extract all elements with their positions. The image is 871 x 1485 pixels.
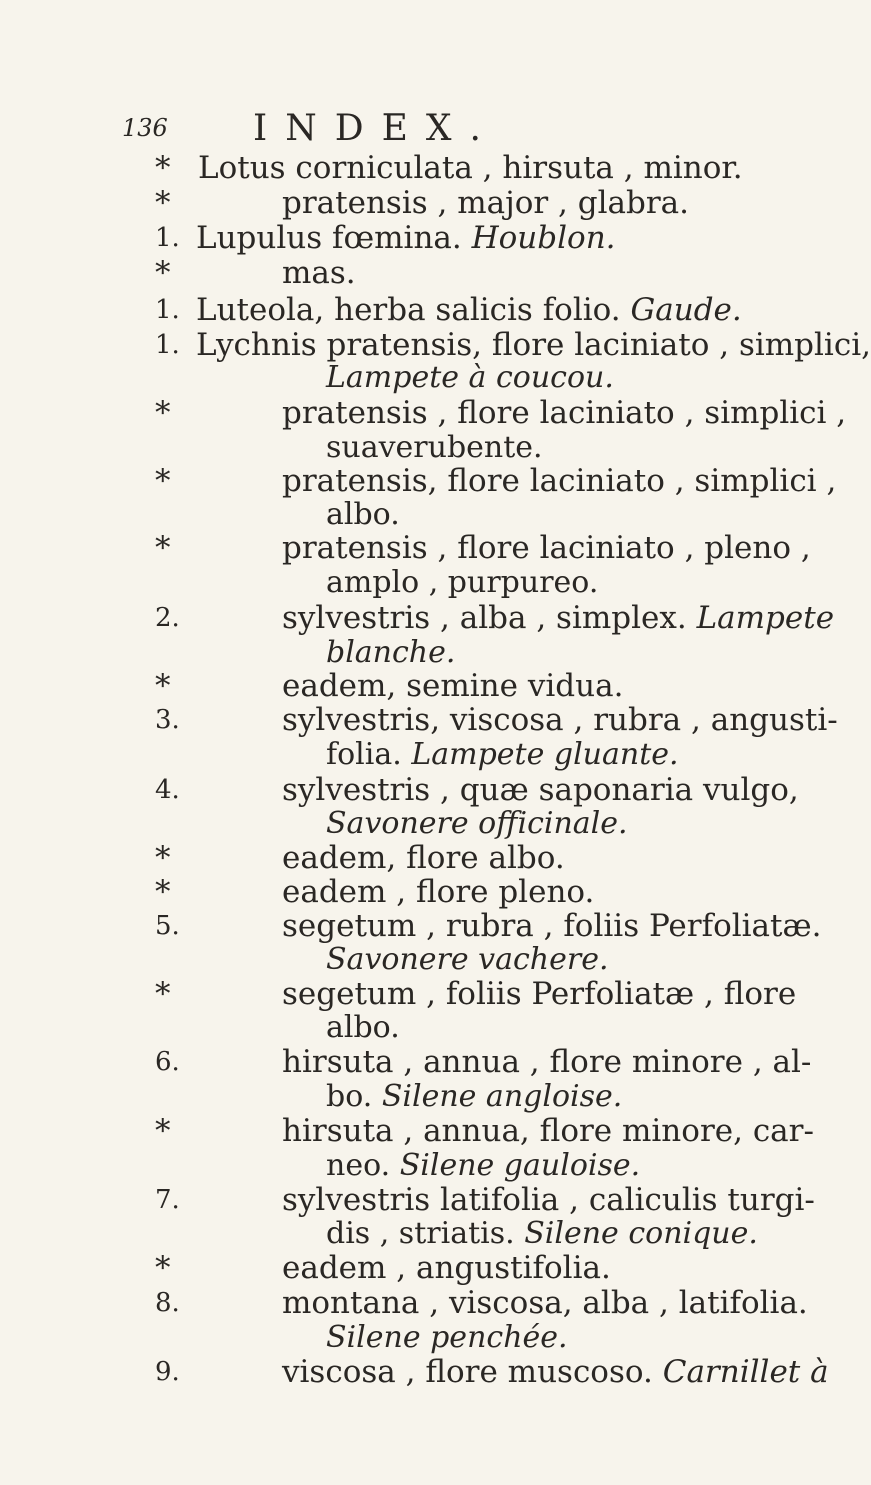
entry-text: [326, 1010, 400, 1046]
latin-name: mas.: [282, 255, 356, 291]
latin-name: viscosa , flore muscoso.: [282, 1354, 653, 1390]
latin-name: bo.: [326, 1079, 373, 1114]
index-line: [0, 292, 800, 328]
index-line: [0, 1320, 800, 1356]
latin-name: montana , viscosa, alba , latifolia.: [282, 1285, 808, 1321]
asterisk-marker: *: [155, 150, 171, 186]
french-name: Carnillet à: [662, 1354, 829, 1390]
latin-name: hirsuta , annua , flore minore , al-: [282, 1044, 812, 1080]
page-header: [0, 108, 800, 148]
entry-text: [282, 185, 689, 221]
latin-name: Lychnis pratensis, flore laciniato , simplici,: [196, 327, 871, 363]
latin-name: folia.: [326, 737, 402, 772]
latin-name: sylvestris , quæ saponaria vulgo,: [282, 772, 799, 808]
entry-text: [282, 1285, 808, 1321]
index-line: [0, 635, 800, 671]
latin-name: amplo , purpureo.: [326, 565, 599, 600]
entry-number: 3.: [155, 705, 180, 735]
index-line: [0, 840, 800, 876]
asterisk-marker: *: [155, 530, 171, 566]
entry-text: [282, 600, 834, 636]
latin-name: Luteola, herba salicis folio.: [196, 292, 621, 328]
entry-text: [198, 150, 743, 186]
entry-number: 5.: [155, 911, 180, 941]
asterisk-marker: *: [155, 1113, 171, 1149]
latin-name: Lotus corniculata , hirsuta , minor.: [198, 150, 743, 186]
latin-name: eadem , angustifolia.: [282, 1250, 611, 1286]
entry-text: [326, 1320, 568, 1356]
latin-name: suaverubente.: [326, 430, 543, 465]
index-line: [0, 565, 800, 601]
entry-number: 4.: [155, 775, 180, 805]
page-number: 136: [122, 114, 168, 142]
entry-text: [282, 702, 838, 738]
latin-name: segetum , rubra , foliis Perfoliatæ.: [282, 908, 822, 944]
entry-text: [326, 565, 598, 601]
index-line: [0, 772, 800, 808]
french-name: Houblon.: [471, 220, 616, 256]
latin-name: albo.: [326, 1010, 400, 1045]
french-name: Savonere officinale.: [326, 806, 628, 841]
french-name: Silene penchée.: [326, 1320, 568, 1355]
entry-number: 1.: [155, 223, 180, 253]
entry-number: 1.: [155, 295, 180, 325]
entry-text: [326, 1148, 640, 1184]
asterisk-marker: *: [155, 840, 171, 876]
asterisk-marker: *: [155, 463, 171, 499]
entry-number: 9.: [155, 1357, 180, 1387]
latin-name: eadem , flore pleno.: [282, 874, 595, 910]
latin-name: pratensis , major , glabra.: [282, 185, 689, 221]
index-line: [0, 1182, 815, 1218]
asterisk-marker: *: [155, 395, 171, 431]
index-line: [0, 1010, 800, 1046]
entry-text: [282, 1182, 815, 1218]
asterisk-marker: *: [155, 185, 171, 221]
index-line: [0, 806, 800, 842]
french-name: Silene gauloise.: [399, 1148, 641, 1183]
french-name: Gaude.: [630, 292, 742, 328]
index-line: [0, 530, 811, 566]
latin-name: sylvestris, viscosa , rubra , angusti-: [282, 702, 838, 738]
entry-text: [282, 395, 846, 431]
index-line: [0, 185, 800, 221]
entry-text: [282, 1044, 811, 1080]
entry-text: [282, 976, 796, 1012]
latin-name: dis , striatis.: [326, 1216, 515, 1251]
entry-number: 6.: [155, 1047, 180, 1077]
index-line: [0, 430, 800, 466]
index-line: [0, 463, 837, 499]
index-line: [0, 942, 800, 978]
entry-text: [282, 255, 356, 291]
latin-name: eadem, flore albo.: [282, 840, 565, 876]
index-line: [0, 497, 800, 533]
entry-text: [326, 737, 679, 773]
entry-text: [326, 360, 614, 396]
index-line: [0, 1250, 800, 1286]
french-name: blanche.: [326, 635, 456, 670]
asterisk-marker: *: [155, 255, 171, 291]
latin-name: Lupulus fœmina.: [196, 220, 462, 256]
latin-name: hirsuta , annua, flore minore, car-: [282, 1113, 814, 1149]
french-name: Lampete: [696, 600, 835, 636]
entry-text: [326, 1216, 758, 1252]
entry-text: [282, 840, 565, 876]
asterisk-marker: *: [155, 668, 171, 704]
index-line: [0, 908, 822, 944]
asterisk-marker: *: [155, 1250, 171, 1286]
index-line: [0, 1113, 814, 1149]
latin-name: pratensis , flore laciniato , simplici ,: [282, 395, 847, 431]
index-line: [0, 702, 838, 738]
index-line: [0, 737, 800, 773]
index-line: [0, 600, 835, 636]
index-line: [0, 1285, 808, 1321]
index-line: [0, 150, 800, 186]
index-line: [0, 327, 871, 363]
entry-text: [196, 292, 742, 328]
entry-text: [282, 1354, 829, 1390]
entry-number: 8.: [155, 1288, 180, 1318]
latin-name: sylvestris , alba , simplex.: [282, 600, 687, 636]
latin-name: neo.: [326, 1148, 391, 1183]
index-line: [0, 1044, 812, 1080]
index-line: [0, 874, 800, 910]
entry-text: [196, 220, 616, 256]
latin-name: eadem, semine vidua.: [282, 668, 624, 704]
index-line: [0, 1148, 800, 1184]
entry-text: [282, 463, 836, 499]
french-name: Lampete gluante.: [411, 737, 679, 772]
entry-text: [326, 635, 455, 671]
index-line: [0, 360, 800, 396]
latin-name: pratensis , flore laciniato , pleno ,: [282, 530, 811, 566]
entry-text: [326, 1079, 622, 1115]
index-line: [0, 1216, 800, 1252]
asterisk-marker: *: [155, 874, 171, 910]
entry-text: [282, 908, 822, 944]
entry-text: [326, 430, 543, 466]
entry-number: 1.: [155, 330, 180, 360]
french-name: Savonere vachere.: [326, 942, 609, 977]
french-name: Silene conique.: [524, 1216, 758, 1251]
index-line: [0, 976, 800, 1012]
entry-text: [196, 327, 871, 363]
entry-text: [282, 772, 799, 808]
entry-text: [326, 942, 609, 978]
latin-name: segetum , foliis Perfoliatæ , flore: [282, 976, 797, 1012]
index-line: [0, 1354, 829, 1390]
asterisk-marker: *: [155, 976, 171, 1012]
entry-text: [282, 1113, 814, 1149]
french-name: Silene angloise.: [381, 1079, 623, 1114]
entry-text: [326, 806, 628, 842]
latin-name: albo.: [326, 497, 400, 532]
entry-text: [326, 497, 400, 533]
latin-name: sylvestris latifolia , caliculis turgi-: [282, 1182, 815, 1218]
index-line: [0, 255, 800, 291]
latin-name: pratensis, flore laciniato , simplici ,: [282, 463, 837, 499]
index-line: [0, 668, 800, 704]
french-name: Lampete à coucou.: [326, 360, 614, 395]
entry-number: 2.: [155, 603, 180, 633]
entry-text: [282, 668, 623, 704]
index-line: [0, 220, 800, 256]
entry-text: [282, 1250, 611, 1286]
entry-text: [282, 530, 811, 566]
running-title: INDEX.: [253, 108, 499, 149]
entry-number: 7.: [155, 1185, 180, 1215]
index-line: [0, 395, 847, 431]
index-line: [0, 1079, 800, 1115]
entry-text: [282, 874, 594, 910]
